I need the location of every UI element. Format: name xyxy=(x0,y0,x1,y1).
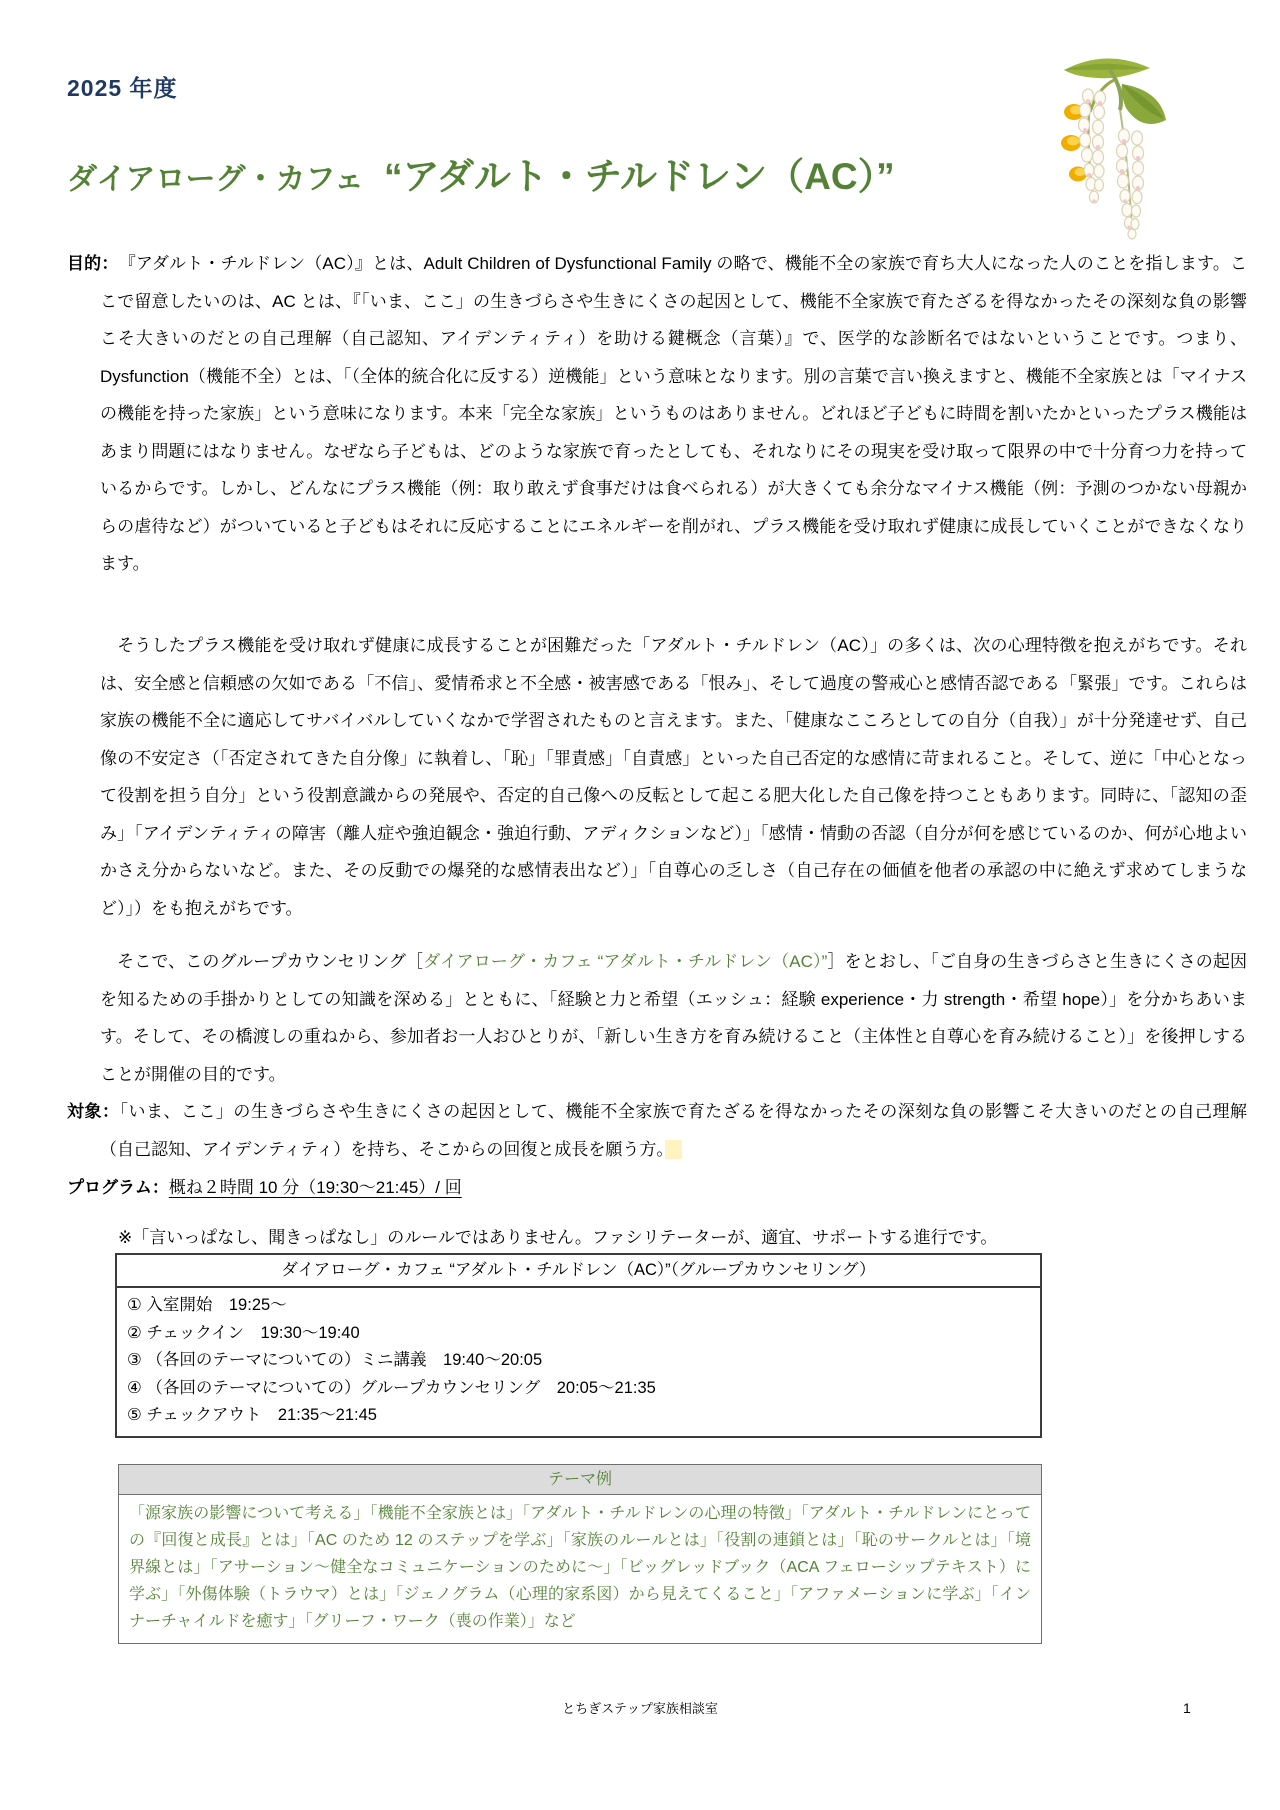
purpose-paragraph-3 xyxy=(67,943,1247,1093)
purpose-text-1: 『アダルト・チルドレン（AC）』とは、Adult Children of Dysfunctional Family の略で、機能不全の家族で育ち大人になった人のことを指します。ここで留意したいのは、AC とは、『「いま、ここ」の生きづらさや生きにくさの起因として、機能不全家族で育たざるを得なかったその深刻な負の影響こそ大きいのだとの自己理解（自己認知、アイデンティティ）を助ける鍵概念（言葉）』で、医学的な診断名ではないということです。つまり、Dysfunction（機能不全）とは、「（全体的統合化に反する）逆機能」という意味となります。別の言葉で言い換えますと、機能不全家族とは「マイナスの機能を持った家族」という意味になります。本来「完全な家族」というものはありません。どれほど子どもに時間を割いたかといったプラス機能はあまり問題にはなりません。なぜなら子どもは、どのような家族で育ったとしても、それなりにその現実を受け取って限界の中で十分育つ力を持っているからです。しかし、どんなにプラス機能（例：取り敢えず食事だけは食べられる）が大きくても余分なマイナス機能（例：予測のつかない母親からの虐待など）がついていると子どもはそれに反応することにエネルギーを削がれ、プラス機能を受け取れず健康に成長していくことができなくなります。 xyxy=(100,254,1247,573)
program-table xyxy=(115,1253,1042,1438)
title-main: “アダルト・チルドレン（AC）” xyxy=(384,156,895,197)
program-step-3: ③ （各回のテーマについての）ミニ講義 19:40～20:05 xyxy=(127,1351,543,1369)
theme-examples-box xyxy=(118,1464,1042,1644)
program-note-text: ※「言いっぱなし、聞きっぱなし」のルールではありません。ファシリテーターが、適宜、サポートする進行です。 xyxy=(118,1228,998,1247)
footer-organization: とちぎステップ家族相談室 xyxy=(562,1701,718,1716)
purpose-text-2: そうしたプラス機能を受け取れず健康に成長することが困難だった「アダルト・チルドレン（AC）」の多くは、次の心理特徴を抱えがちです。それは、安全感と信頼感の欠如である「不信」、愛情希求と不全感・被害感である「恨み」、そして過度の警戒心と感情否認である「緊張」です。これらは家族の機能不全に適応してサバイバルしていくなかで学習されたものと言えます。また、「健康なこころとしての自分（自我）」が十分発達せず、自己像の不安定さ（「否定されてきた自分像」に執着し、「恥」「罪責感」「自責感」といった自己否定的な感情に苛まれること。そして、逆に「中心となって役割を担う自分」という役割意識からの発展や、否定的自己像への反転として起こる肥大化した自己像を持つこともあります。同時に、「認知の歪み」「アイデンティティの障害（離人症や強迫観念・強迫行動、アディクションなど）」「感情・情動の否認（自分が何を感じているのか、何が心地よいかさえ分からないなど。また、その反動での爆発的な感情表出など）」「自尊心の乏しさ（自己存在の価値を他者の承認の中に絶えず求めてしまうなど）」）をも抱えがちです。 xyxy=(100,636,1247,918)
page-number: 1 xyxy=(1183,1700,1191,1716)
program-table-body xyxy=(117,1288,1040,1436)
program-label: プログラム： xyxy=(67,1178,169,1197)
program-note xyxy=(118,1223,1214,1253)
highlight-mark xyxy=(665,1140,682,1159)
purpose-label: 目的： xyxy=(67,254,111,273)
program-duration: 概ね２時間 10 分（19:30～21:45）/ 回 xyxy=(168,1178,462,1197)
program-step-1: ① 入室開始 19:25～ xyxy=(127,1296,287,1314)
theme-examples-header: テーマ例 xyxy=(119,1465,1041,1495)
purpose-text-green: ダイアローグ・カフェ “アダルト・チルドレン（AC）” xyxy=(423,952,828,971)
purpose-paragraph-1 xyxy=(67,245,1247,583)
program-step-2: ② チェックイン 19:30～19:40 xyxy=(127,1323,360,1342)
theme-examples-body: 「源家族の影響について考える」「機能不全家族とは」「アダルト・チルドレンの心理の特徴」「アダルト・チルドレンにとっての『回復と成長』とは」「AC のため 12 のステップを学ぶ」「家族のルールとは」「役割の連鎖とは」「恥のサークルとは」「境界線とは」「アサーション～健全なコミュニケーションのために～」「ビッグレッドブック（ACA フェローシップテキスト）に学ぶ」「外傷体験（トラウマ）とは」「ジェノグラム（心理的家系図）から見えてくること」「アファメーションに学ぶ」「インナーチャイルドを癒す」「グリーフ・ワーク（喪の作業）」など xyxy=(129,1505,1031,1630)
target-section xyxy=(67,1093,1247,1168)
purpose-text-3b: ］をとおし、「ご自身の生きづらさと生きにくさの起因を知るための手掛かりとしての知識を深める」とともに、「経験と力と希望（エッシュ：経験 experience・力 strength・希望 hope）」を分かちあいます。そして、その橋渡しの重ねから、参加者お一人おひとりが、「新しい生き方を育み続けること（主体性と自尊心を育み続けること）」を後押しすることが開催の目的です。 xyxy=(100,952,1247,1084)
program-table-header: ダイアローグ・カフェ “アダルト・チルドレン（AC）”（グループカウンセリング） xyxy=(117,1255,1040,1288)
target-label: 対象： xyxy=(67,1102,120,1121)
program-step-5: ⑤ チェックアウト 21:35～21:45 xyxy=(127,1406,377,1424)
title-prefix: ダイアローグ・カフェ xyxy=(67,163,364,196)
wisteria-flower-icon xyxy=(1058,40,1188,240)
purpose-text-3a: そこで、このグループカウンセリング［ xyxy=(100,952,424,971)
program-section xyxy=(67,1169,1214,1207)
target-text: 「いま、ここ」の生きづらさや生きにくさの起因として、機能不全家族で育たざるを得なかったその深刻な負の影響こそ大きいのだとの自己理解（自己認知、アイデンティティ）を持ち、そこからの回復と成長を願う方。 xyxy=(100,1102,1247,1159)
purpose-paragraph-2 xyxy=(67,627,1247,927)
document-title xyxy=(67,146,895,200)
fiscal-year-label: 2025 年度 xyxy=(67,75,178,101)
program-step-4: ④ （各回のテーマについての）グループカウンセリング 20:05～21:35 xyxy=(127,1378,656,1397)
